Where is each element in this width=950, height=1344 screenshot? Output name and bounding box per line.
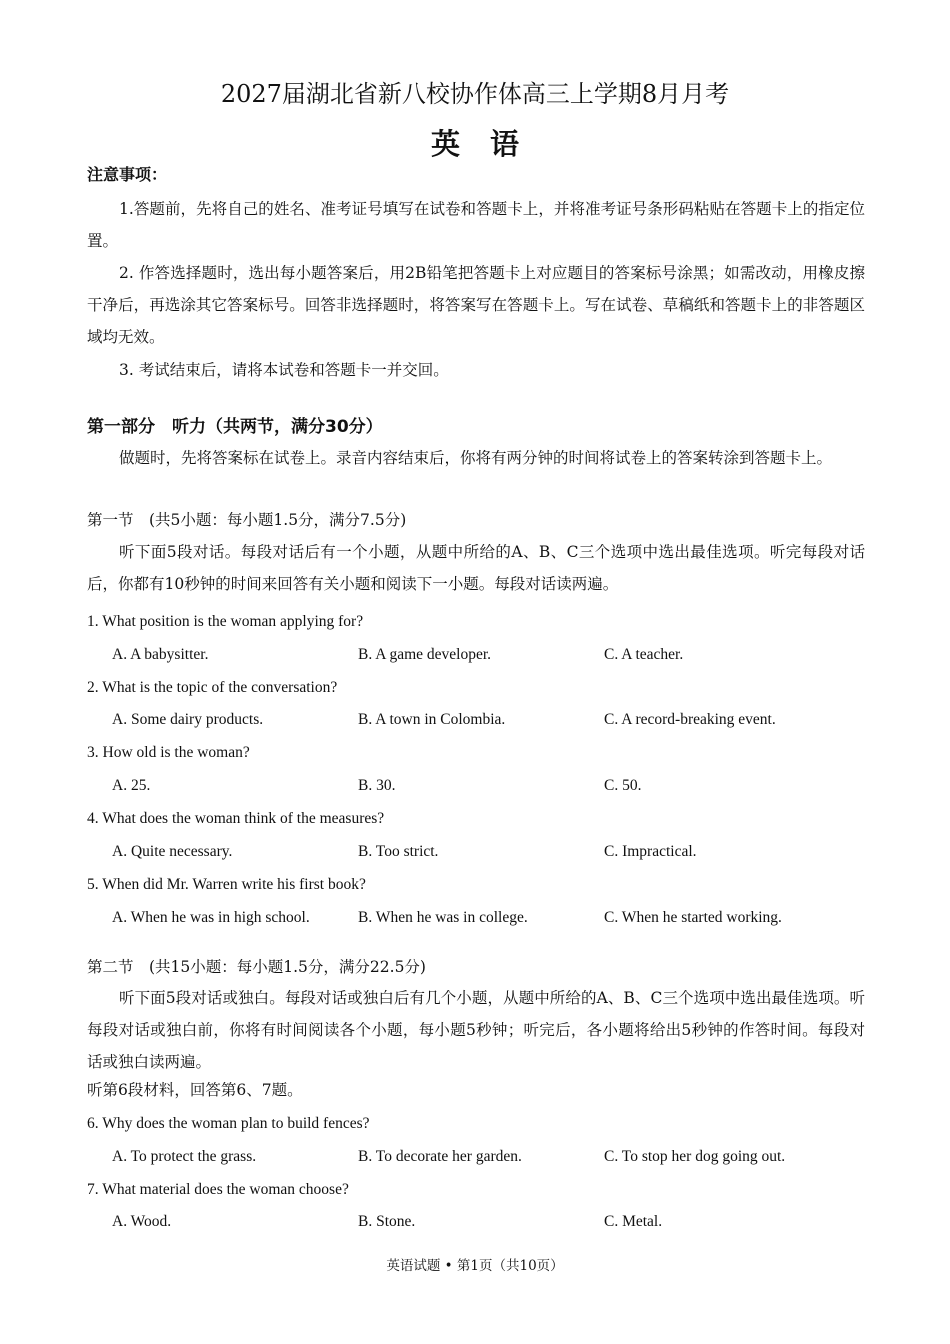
section2-instructions: 听下面5段对话或独白。每段对话或独白后有几个小题，从题中所给的A、B、C三个选项中选出最佳选项。听每段对话或独白前，你将有时间阅读各个小题，每小题5秒钟；听完后，各小题将给出5秒钟的作答时间。每段对话或独白读两遍。 <box>87 989 865 1071</box>
section1-heading: 第一节 (共5小题：每小题1.5分，满分7.5分) <box>87 511 407 529</box>
q1-option-b: B. A game developer. <box>358 646 492 663</box>
q1-option-c: C. A teacher. <box>604 646 684 663</box>
section1-instructions: 听下面5段对话。每段对话后有一个小题，从题中所给的A、B、C三个选项中选出最佳选项。听完每段对话后，你都有10秒钟的时间来回答有关小题和阅读下一小题。每段对话读两遍。 <box>87 543 865 593</box>
question-2: 2. What is the topic of the conversation? <box>87 679 338 696</box>
question-1: 1. What position is the woman applying for? <box>87 613 364 630</box>
q5-option-b: B. When he was in college. <box>358 909 528 926</box>
page-footer: 英语试题 • 第1页（共10页） <box>386 1258 564 1274</box>
q5-option-c: C. When he started working. <box>604 909 782 926</box>
q6-option-b: B. To decorate her garden. <box>358 1148 522 1165</box>
notice-item-3: 3. 考试结束后，请将本试卷和答题卡一并交回。 <box>119 361 449 379</box>
notice-heading: 注意事项： <box>87 165 168 184</box>
exam-title: 2027届湖北省新八校协作体高三上学期8月月考 <box>220 80 730 108</box>
q3-option-c: C. 50. <box>604 777 642 794</box>
q2-option-b: B. A town in Colombia. <box>358 711 506 728</box>
question-3: 3. How old is the woman? <box>87 744 250 761</box>
q3-option-b: B. 30. <box>358 777 396 794</box>
q3-option-a: A. 25. <box>112 777 151 794</box>
question-5: 5. When did Mr. Warren write his first book? <box>87 876 366 893</box>
q1-option-a: A. A babysitter. <box>112 646 209 663</box>
notice-item-1: 1.答题前，先将自己的姓名、准考证号填写在试卷和答题卡上，并将准考证号条形码粘贴在答题卡上的指定位置。 <box>87 200 865 250</box>
section2-heading: 第二节 (共15小题：每小题1.5分，满分22.5分) <box>87 958 426 976</box>
notice-item-2: 2. 作答选择题时，选出每小题答案后，用2B铅笔把答题卡上对应题目的答案标号涂黑；如需改动，用橡皮擦干净后，再选涂其它答案标号。回答非选择题时，将答案写在答题卡上。写在试卷、草稿纸和答题卡上的非答题区域均无效。 <box>87 264 865 346</box>
q6-option-c: C. To stop her dog going out. <box>604 1148 786 1165</box>
part1-intro: 做题时，先将答案标在试卷上。录音内容结束后，你将有两分钟的时间将试卷上的答案转涂到答题卡上。 <box>119 449 833 467</box>
q6-option-a: A. To protect the grass. <box>112 1148 257 1165</box>
material-note: 听第6段材料，回答第6、7题。 <box>87 1081 303 1099</box>
q4-option-b: B. Too strict. <box>358 843 439 860</box>
q4-option-a: A. Quite necessary. <box>112 843 233 860</box>
q2-option-c: C. A record-breaking event. <box>604 711 776 728</box>
q4-option-c: C. Impractical. <box>604 843 697 860</box>
q5-option-a: A. When he was in high school. <box>112 909 310 926</box>
question-7: 7. What material does the woman choose? <box>87 1181 349 1198</box>
question-6: 6. Why does the woman plan to build fences? <box>87 1115 370 1132</box>
question-4: 4. What does the woman think of the measures? <box>87 810 385 827</box>
q7-option-b: B. Stone. <box>358 1213 416 1230</box>
q7-option-c: C. Metal. <box>604 1213 663 1230</box>
subject-title: 英语 <box>430 127 549 161</box>
q2-option-a: A. Some dairy products. <box>112 711 264 728</box>
q7-option-a: A. Wood. <box>112 1213 172 1230</box>
part1-heading: 第一部分 听力（共两节，满分30分） <box>87 417 383 437</box>
